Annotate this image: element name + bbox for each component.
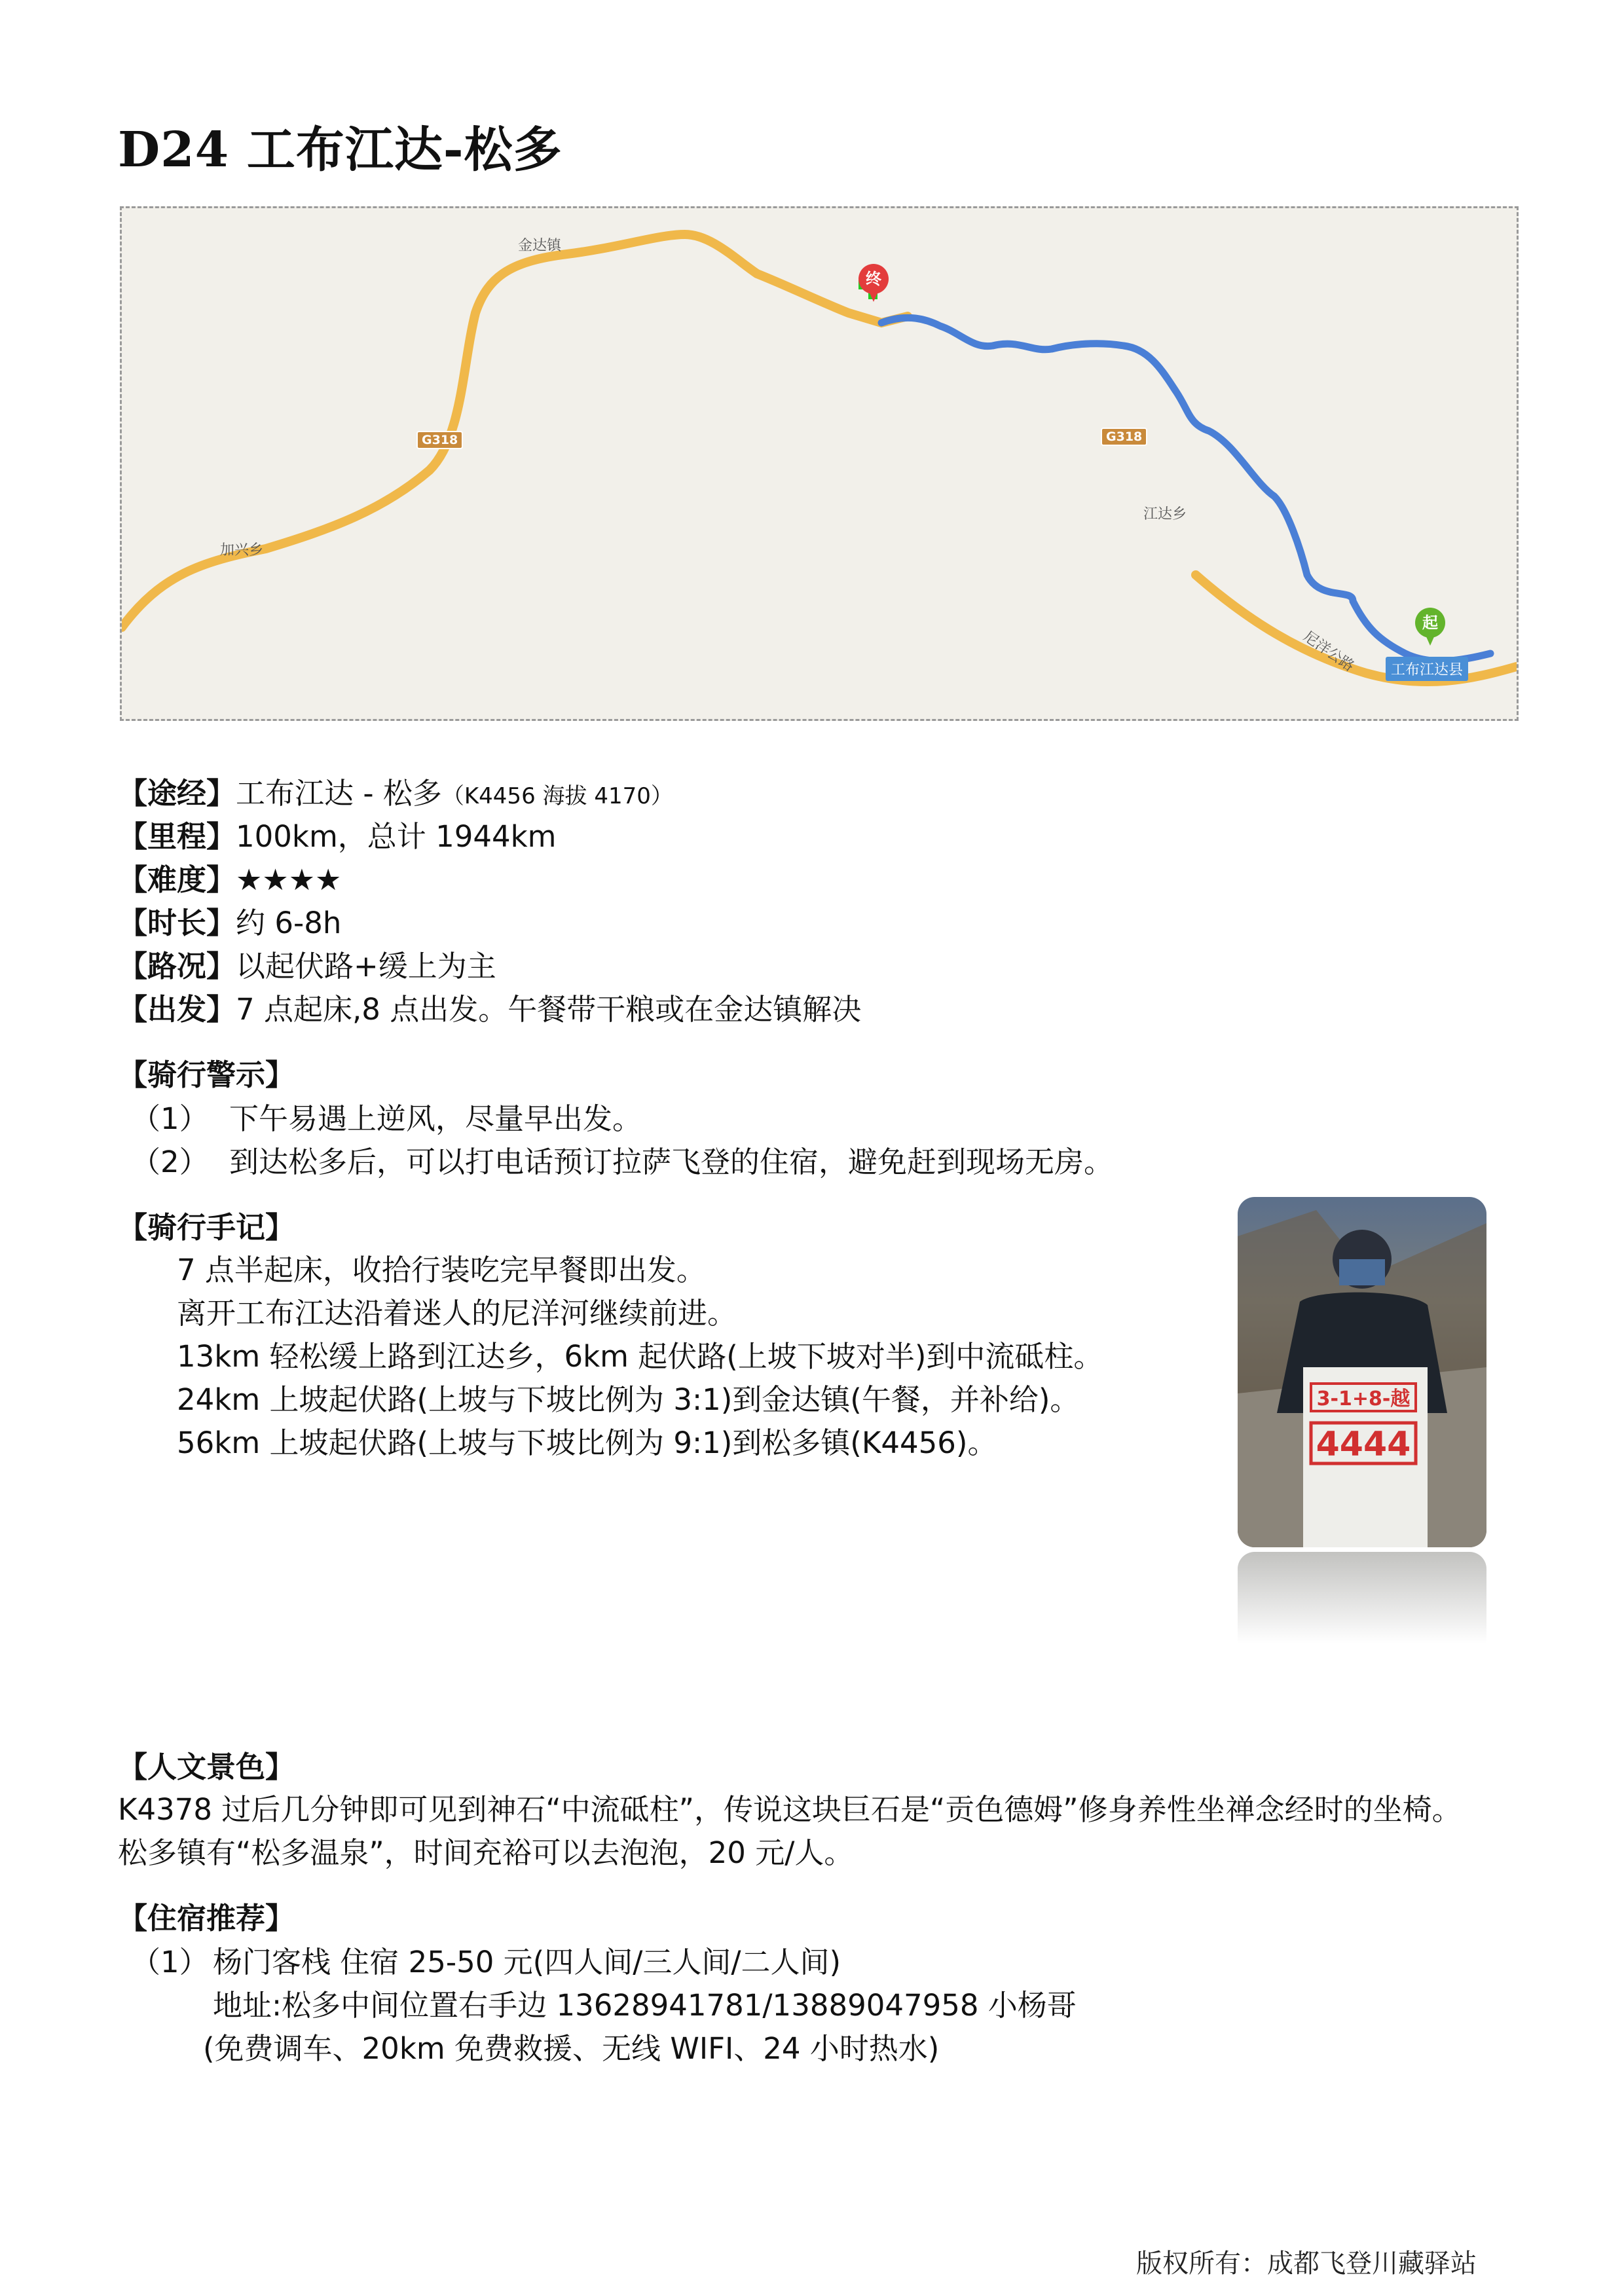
route-map[interactable] — [120, 206, 1519, 721]
photo-reflection — [1238, 1552, 1486, 1644]
info-key: 【时长】 — [118, 906, 236, 940]
info-value: 约 6-8h — [236, 906, 342, 940]
lodging-line-1: 杨门客栈 住宿 25-50 元(四人间/三人间/二人间) — [213, 1945, 841, 1979]
notes-line: 7 点半起床，收拾行装吃完早餐即出发。 — [177, 1253, 706, 1287]
info-difficulty — [118, 856, 341, 898]
lodging-item-1 — [131, 1938, 841, 1981]
notes-line: 24km 上坡起伏路(上坡与下坡比例为 3:1)到金达镇(午餐，并补给)。 — [177, 1382, 1080, 1417]
info-value: 工布江达 - 松多 — [236, 776, 442, 811]
notes-line: 离开工布江达沿着迷人的尼洋河继续前进。 — [177, 1296, 737, 1331]
photo-graphic — [1238, 1197, 1486, 1547]
start-pin-icon[interactable]: 起 — [1415, 608, 1445, 638]
photo-sign-number: 4444 — [1316, 1425, 1411, 1464]
cyclist-photo — [1238, 1197, 1486, 1547]
warning-item-1 — [131, 1095, 642, 1137]
info-value: ★★★★ — [236, 862, 342, 897]
culture-line: K4378 过后几分钟即可见到神石“中流砥柱”，传说这块巨石是“贡色德姆”修身养性坐禅念经时的坐椅。 — [118, 1792, 1462, 1827]
culture-heading: 【人文景色】 — [118, 1750, 295, 1784]
item-number: （1） — [131, 1101, 209, 1136]
map-label-road: 尼洋公路 — [1300, 628, 1357, 675]
lodging-heading: 【住宿推荐】 — [118, 1901, 295, 1936]
info-key: 【出发】 — [118, 992, 236, 1027]
info-route — [118, 769, 673, 812]
page-title: D24 工布江达-松多 — [118, 122, 563, 178]
notes-line: 13km 轻松缓上路到江达乡，6km 起伏路(上坡下坡对半)到中流砥柱。 — [177, 1339, 1103, 1374]
map-label-gongbu: 工布江达县 — [1386, 657, 1468, 681]
end-pin-icon[interactable]: 终 — [858, 264, 889, 294]
notes-line: 56km 上坡起伏路(上坡与下坡比例为 9:1)到松多镇(K4456)。 — [177, 1425, 997, 1460]
info-value: 100km，总计 1944km — [236, 819, 557, 854]
info-distance — [118, 813, 557, 855]
info-key: 【路况】 — [118, 949, 236, 984]
road-shield-g318: G318 — [416, 431, 463, 449]
item-number: （2） — [131, 1145, 209, 1179]
lodging-line-3: (免费调车、20km 免费救援、无线 WIFI、24 小时热水) — [203, 2031, 940, 2066]
photo-sign-top: 3-1+8-越 — [1316, 1388, 1411, 1410]
map-label-jiangda: 江达乡 — [1143, 506, 1187, 523]
info-road — [118, 942, 496, 985]
warning-item-2 — [131, 1138, 1113, 1181]
warning-heading: 【骑行警示】 — [118, 1057, 295, 1092]
item-text: 到达松多后，可以打电话预订拉萨飞登的住宿，避免赶到现场无房。 — [229, 1145, 1114, 1179]
info-departure — [118, 985, 861, 1028]
item-number: （1） — [131, 1945, 209, 1979]
info-value: 7 点起床,8 点出发。午餐带干粮或在金达镇解决 — [236, 992, 862, 1027]
info-note: （K4456 海拔 4170） — [441, 783, 673, 809]
info-value: 以起伏路+缓上为主 — [236, 949, 496, 984]
copyright-footer: 版权所有：成都飞登川藏驿站 — [1136, 2249, 1477, 2279]
culture-line: 松多镇有“松多温泉”，时间充裕可以去泡泡，20 元/人。 — [118, 1835, 854, 1870]
notes-heading: 【骑行手记】 — [118, 1210, 295, 1245]
info-key: 【途经】 — [118, 776, 236, 811]
lodging-line-2: 地址:松多中间位置右手边 13628941781/13889047958 小杨哥 — [213, 1988, 1077, 2023]
map-label-jiaxing: 加兴乡 — [220, 542, 264, 559]
info-duration — [118, 899, 341, 942]
road-shield-g318-2: G318 — [1101, 428, 1147, 446]
info-key: 【难度】 — [118, 862, 236, 897]
map-label-jinda: 金达镇 — [518, 238, 562, 254]
info-key: 【里程】 — [118, 819, 236, 854]
item-text: 下午易遇上逆风，尽量早出发。 — [229, 1101, 642, 1136]
